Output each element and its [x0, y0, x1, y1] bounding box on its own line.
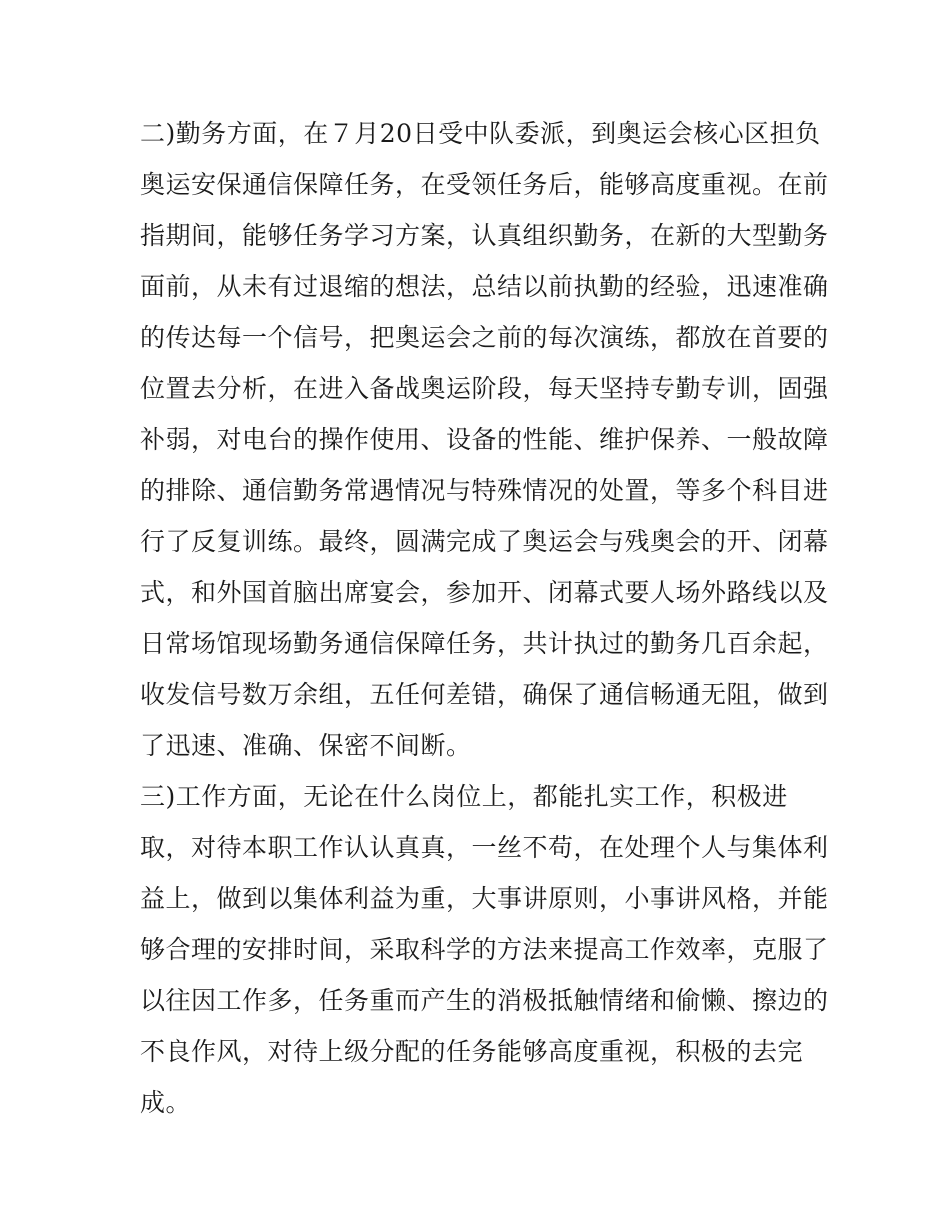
text-line: 指期间，能够任务学习方案，认真组织勤务，在新的大型勤务: [140, 221, 829, 250]
text-line: 面前，从未有过退缩的想法，总结以前执勤的经验，迅速准确: [140, 272, 829, 301]
text-line: 二)勤务方面，在７月20日受中队委派，到奥运会核心区担负: [140, 119, 821, 148]
text-line: 行了反复训练。最终，圆满完成了奥运会与残奥会的开、闭幕: [140, 527, 829, 556]
text-line: 收发信号数万余组，五任何差错，确保了通信畅通无阻，做到: [140, 680, 829, 709]
document-body: [140, 108, 830, 1128]
paragraph-work: [140, 771, 830, 1128]
text-line: 成。: [140, 1088, 192, 1117]
text-line: 日常场馆现场勤务通信保障任务，共计执过的勤务几百余起，: [140, 629, 829, 658]
text-line: 了迅速、准确、保密不间断。: [140, 731, 472, 760]
text-line: 奥运安保通信保障任务，在受领任务后，能够高度重视。在前: [140, 170, 829, 199]
text-line: 的传达每一个信号，把奥运会之前的每次演练，都放在首要的: [140, 323, 829, 352]
text-line: 补弱，对电台的操作使用、设备的性能、维护保养、一般故障: [140, 425, 829, 454]
paragraph-duty: [140, 108, 830, 771]
text-line: 以往因工作多，任务重而产生的消极抵触情绪和偷懒、擦边的: [140, 986, 829, 1015]
text-line: 三)工作方面，无论在什么岗位上，都能扎实工作，积极进: [140, 782, 788, 811]
text-line: 的排除、通信勤务常遇情况与特殊情况的处置，等多个科目进: [140, 476, 829, 505]
text-line: 够合理的安排时间，采取科学的方法来提高工作效率，克服了: [140, 935, 829, 964]
text-line: 不良作风，对待上级分配的任务能够高度重视，积极的去完: [140, 1037, 804, 1066]
text-line: 取，对待本职工作认认真真，一丝不苟，在处理个人与集体利: [140, 833, 829, 862]
text-line: 益上，做到以集体利益为重，大事讲原则，小事讲风格，并能: [140, 884, 829, 913]
text-line: 式，和外国首脑出席宴会，参加开、闭幕式要人场外路线以及: [140, 578, 829, 607]
text-line: 位置去分析，在进入备战奥运阶段，每天坚持专勤专训，固强: [140, 374, 829, 403]
